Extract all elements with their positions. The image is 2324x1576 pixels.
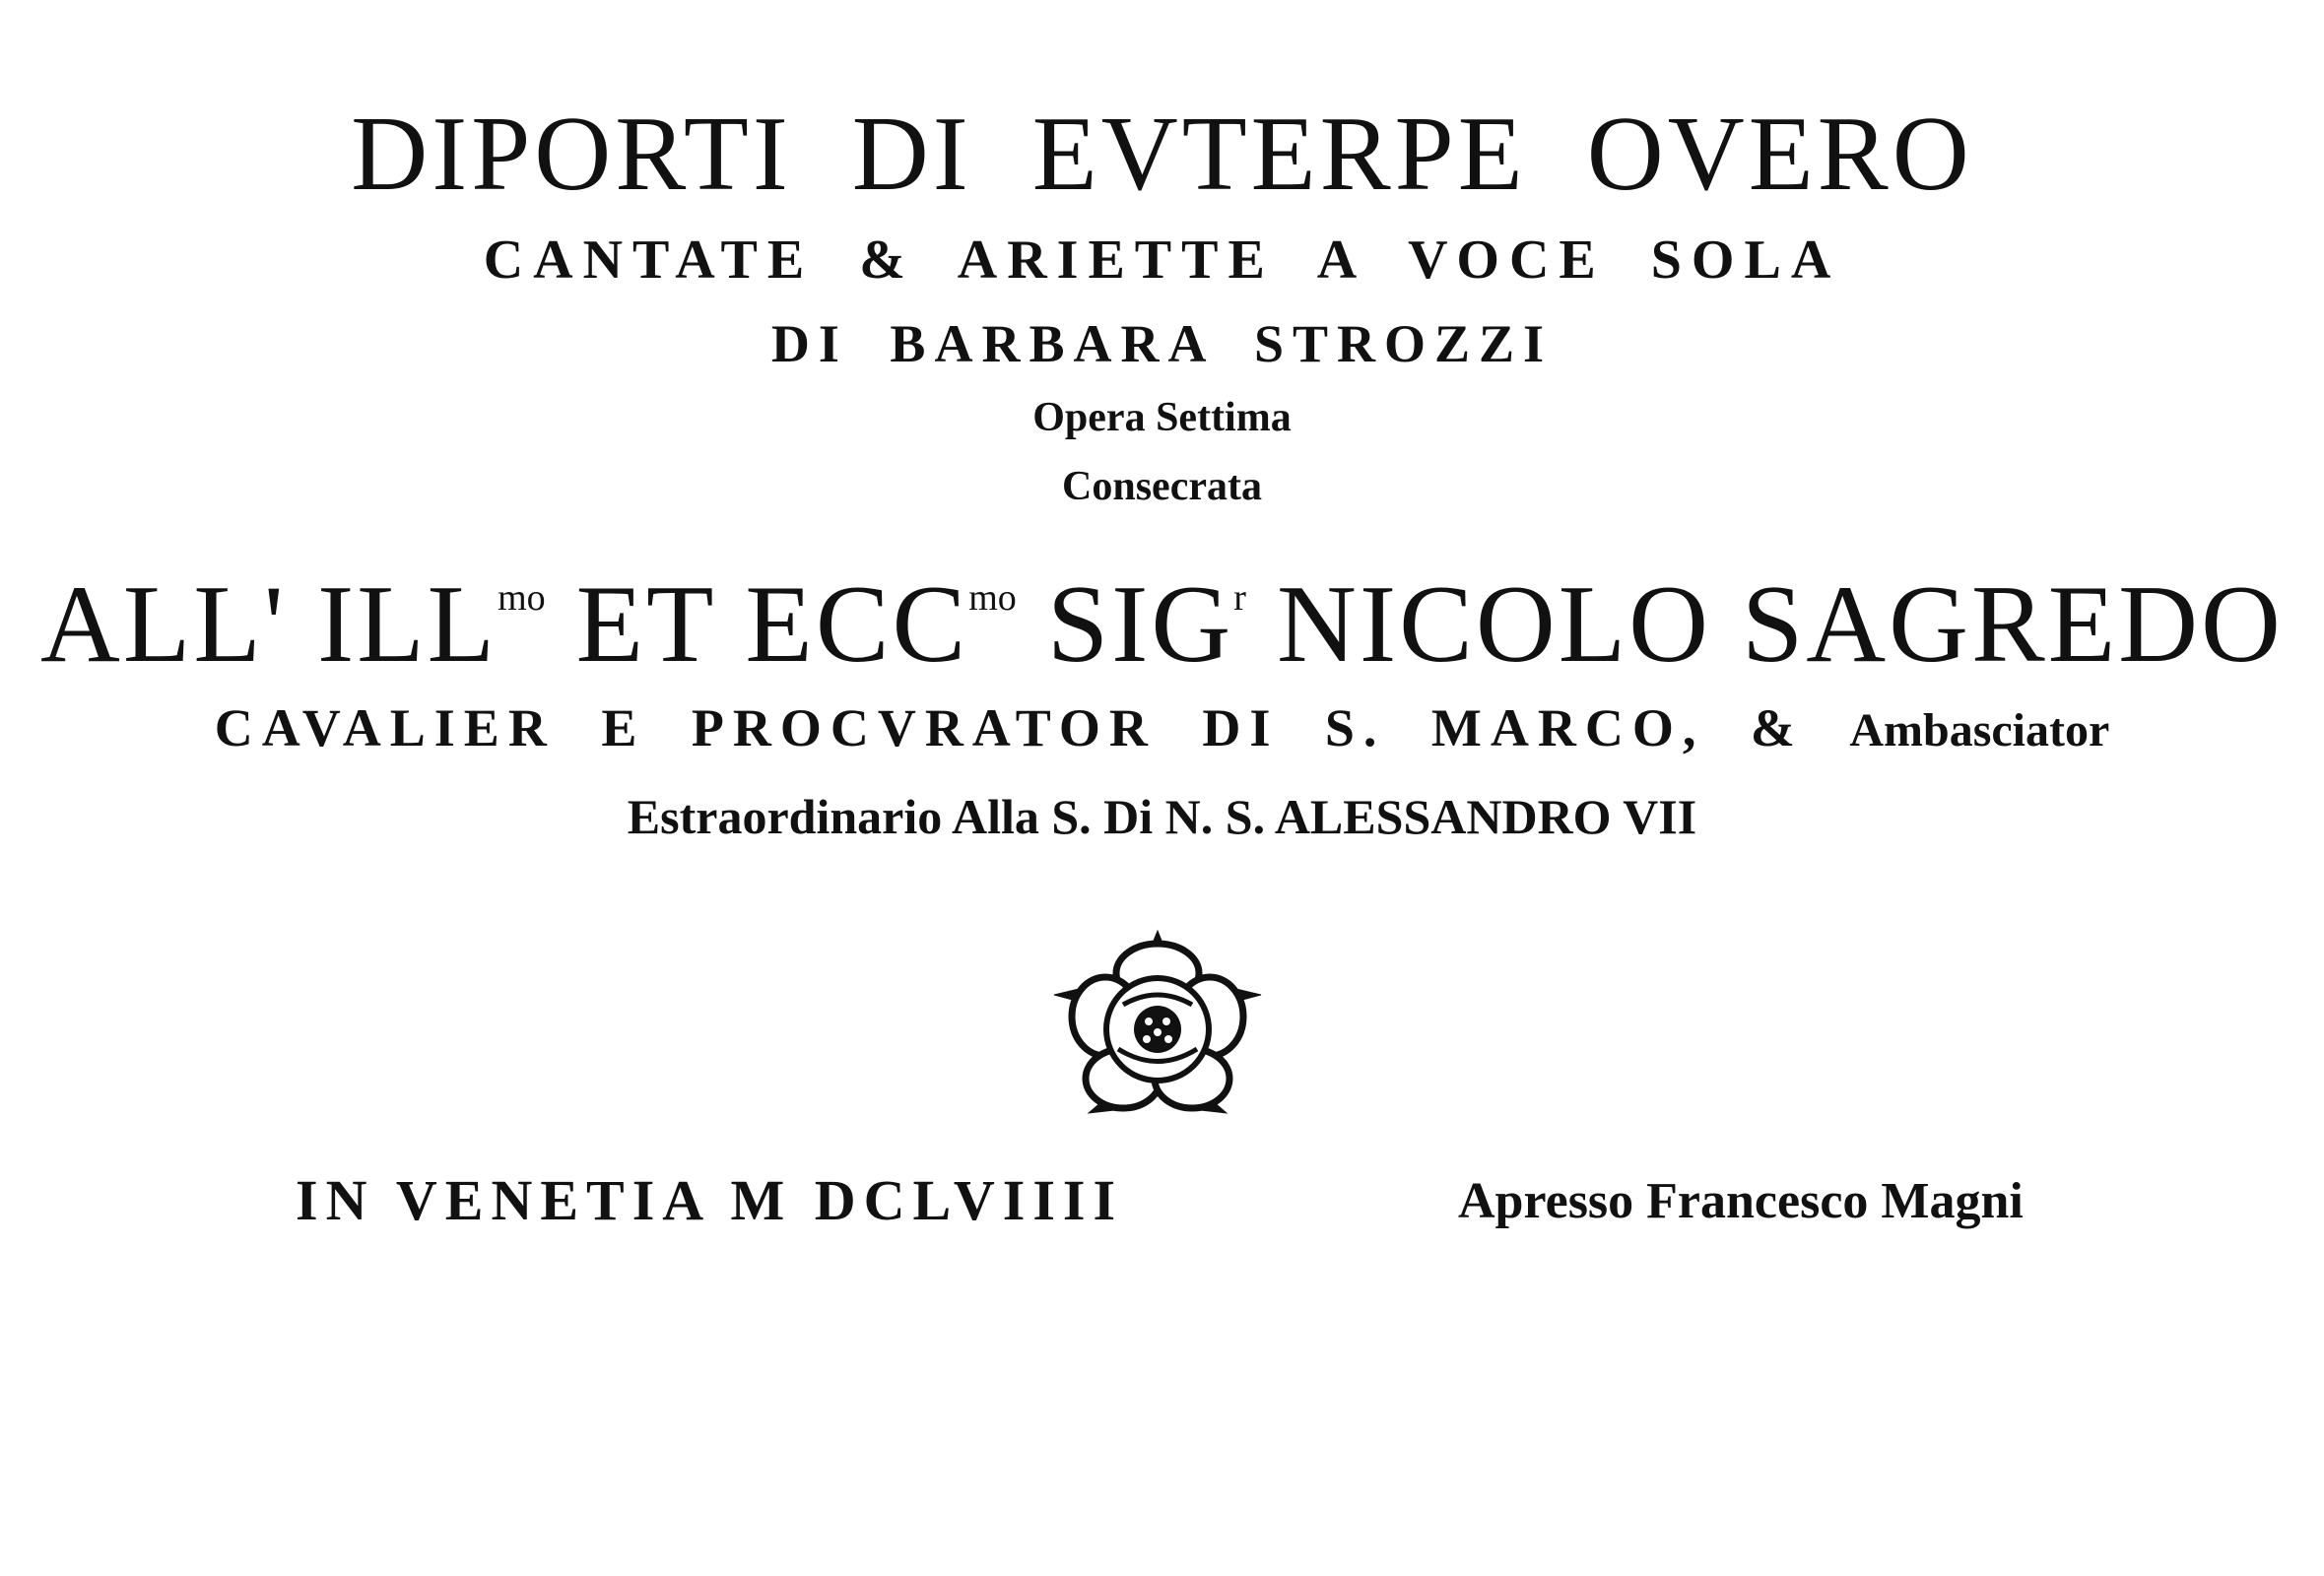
office-line: [0, 697, 2324, 758]
dedication-sup-1: mo: [498, 577, 546, 620]
imprint-place-date: IN VENETIA M DCLVIIII: [296, 1168, 1124, 1232]
book-title: DIPORTI DI EVTERPE OVERO: [351, 96, 1973, 213]
embassy-line: Estraordinario Alla S. Di N. S. ALESSANDRO VII: [627, 789, 1697, 844]
dedication-part-1: ALL' ILL: [40, 563, 498, 686]
imprint-printer: Apresso Francesco Magni: [1458, 1173, 2024, 1229]
dedication-part-2: ET ECC: [545, 563, 969, 686]
dedication-sup-2: mo: [968, 577, 1017, 620]
dedication-line: [0, 561, 2324, 689]
dedication-part-4: NICOLO SAGREDO: [1245, 563, 2284, 686]
office-caps: CAVALIER E PROCVRATOR DI S. MARCO, &: [214, 698, 1850, 757]
office-lower: Ambasciator: [1849, 704, 2110, 756]
author-line: DI BARBARA STROZZI: [770, 314, 1554, 373]
dedication-part-3: SIG: [1016, 563, 1234, 686]
opus-line: Opera Settima: [1032, 395, 1292, 440]
dedication-sup-3: r: [1233, 577, 1246, 620]
book-subtitle: CANTATE & ARIETTE A VOCE SOLA: [483, 230, 1841, 291]
consecration-line: Consecrata: [1062, 464, 1262, 509]
rose-emblem-icon: [1044, 926, 1271, 1133]
